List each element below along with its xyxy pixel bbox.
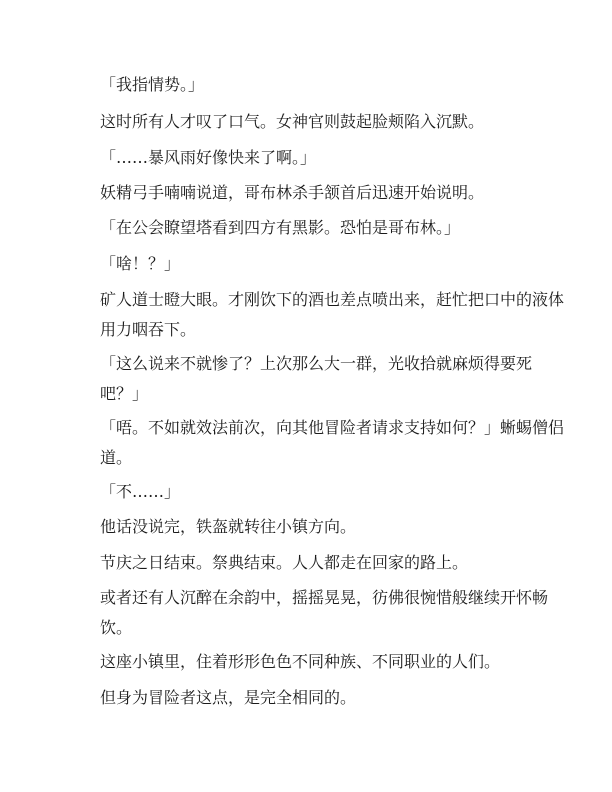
- paragraph-7: [100, 285, 565, 345]
- text-line: 妖精弓手喃喃说道，哥布林杀手颔首后迅速开始说明。: [100, 183, 485, 202]
- paragraph-1: [100, 70, 520, 100]
- text-line: 「不……」: [100, 482, 181, 501]
- paragraph-6: [100, 249, 520, 279]
- text-line: 吧？」: [100, 384, 149, 403]
- paragraph-12: [100, 548, 520, 578]
- text-line: 用力咽吞下。: [100, 320, 197, 339]
- paragraph-8: [100, 349, 533, 409]
- paragraph-11: [100, 512, 520, 542]
- paragraph-14: [100, 647, 520, 677]
- text-line: 他话没说完，铁盔就转往小镇方向。: [100, 517, 357, 536]
- text-line: 节庆之日结束。祭典结束。人人都走在回家的路上。: [100, 553, 469, 572]
- text-line: 道。: [100, 448, 133, 467]
- text-line: 「在公会瞭望塔看到四方有黑影。恐怕是哥布林。」: [100, 218, 461, 237]
- paragraph-10: [100, 477, 520, 507]
- text-line: 这座小镇里，住着形形色色不同种族、不同职业的人们。: [100, 652, 501, 671]
- text-line: 但身为冒险者这点，是完全相同的。: [100, 688, 357, 707]
- text-line: 这时所有人才叹了口气。女神官则鼓起脸颊陷入沉默。: [100, 112, 485, 131]
- paragraph-5: [100, 213, 520, 243]
- paragraph-9: [100, 413, 565, 473]
- text-line: 「我指情势。」: [100, 75, 205, 94]
- text-line: 或者还有人沉醉在余韵中，摇摇晃晃，彷佛很惋惜般继续开怀畅: [100, 588, 549, 607]
- paragraph-13: [100, 583, 549, 643]
- text-line: 矿人道士瞪大眼。才刚饮下的酒也差点喷出来，赶忙把口中的液体: [100, 290, 565, 309]
- text-line: 「……暴风雨好像快来了啊。」: [100, 148, 317, 167]
- paragraph-15: [100, 683, 520, 713]
- paragraph-2: [100, 107, 520, 137]
- text-line: 饮。: [100, 618, 133, 637]
- paragraph-4: [100, 178, 520, 208]
- text-line: 「啥！？」: [100, 254, 181, 273]
- paragraph-3: [100, 143, 520, 173]
- text-line: 「唔。不如就效法前次，向其他冒险者请求支持如何？」蜥蜴僧侣: [100, 418, 565, 437]
- text-line: 「这么说来不就惨了？上次那么大一群，光收拾就麻烦得要死: [100, 354, 533, 373]
